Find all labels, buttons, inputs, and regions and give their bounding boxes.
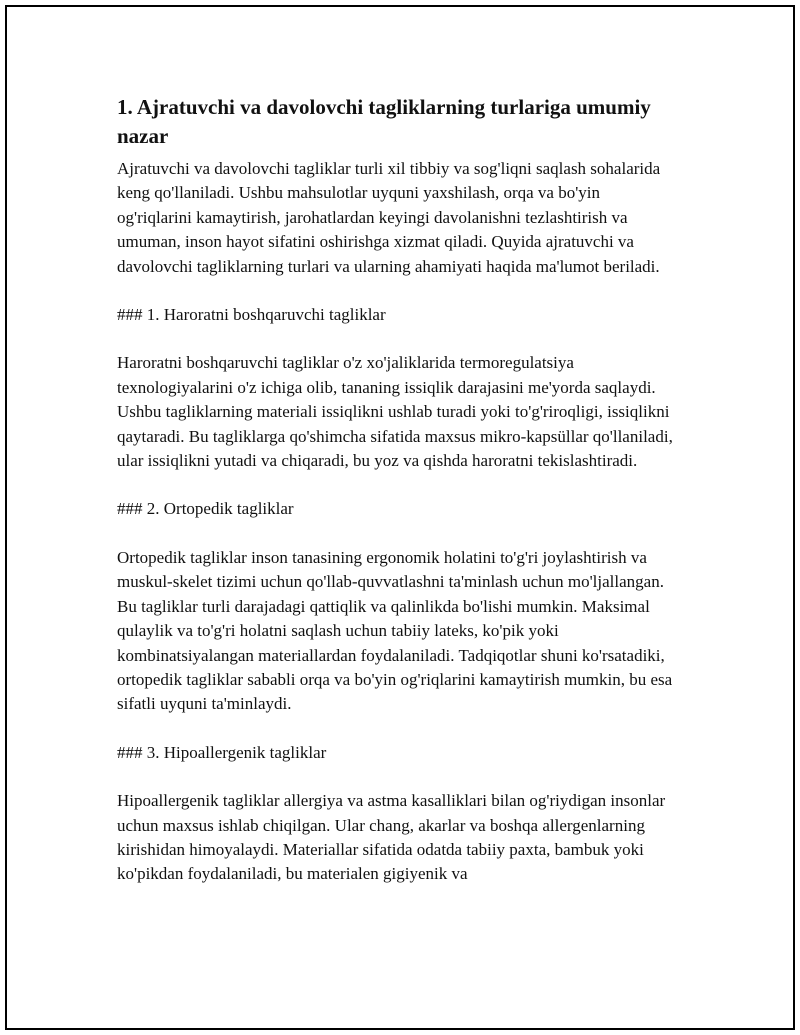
section-paragraph-3: Hipoallergenik tagliklar allergiya va astma kasalliklari bilan og'riydigan insonlar uchun maxsus ishlab chiqilgan. Ular chang, akarlar va boshqa allergenlarning kirishidan himoyalaydi. Materiallar sifatida odatda tabiiy paxta, bambuk yoki ko'pikdan foydalaniladi, bu materialen gigiyenik va xyxy=(117,791,666,884)
section-heading-1: ### 1. Haroratni boshqaruvchi tagliklar xyxy=(117,305,386,325)
document-body xyxy=(117,93,677,911)
section-heading-3: ### 3. Hipoallergenik tagliklar xyxy=(117,742,327,762)
section-paragraph-2: Ortopedik tagliklar inson tanasining ergonomik holatini to'g'ri joylashtirish va muskul-skelet tizimi uchun qo'llab-quvvatlashni ta'minlash uchun mo'ljallangan. Bu tagliklar turli darajadagi qattiqlik va qalinlikda bo'lishi mumkin. Maksimal qulaylik va to'g'ri holatni saqlash uchun tabiiy lateks, ko'pik yoki kombinatsiyalangan materiallardan foydalaniladi. Tadqiqotlar shuni ko'rsatadiki, ortopedik tagliklar sababli orqa va bo'yin og'riqlarini kamaytirish mumkin, bu esa sifatli uyquni ta'minlaydi. xyxy=(117,547,673,714)
intro-paragraph: Ajratuvchi va davolovchi tagliklar turli xil tibbiy va sog'liqni saqlash sohalarida keng qo'llaniladi. Ushbu mahsulotlar uyquni yaxshilash, orqa va bo'yin og'riqlarini kamaytirish, jarohatlardan keyingi davolanishni tezlashtirish va umuman, inson hayot sifatini oshirishga xizmat qiladi. Quyida ajratuvchi va davolovchi tagliklarning turlari va ularning ahamiyati haqida ma'lumot beriladi. xyxy=(117,159,661,276)
document-title: 1. Ajratuvchi va davolovchi tagliklarning turlariga umumiy nazar xyxy=(117,95,651,148)
section-paragraph-1: Haroratni boshqaruvchi tagliklar o'z xo'jaliklarida termoregulatsiya texnologiyalarini o'z ichiga olib, tananing issiqlik darajasini me'yorda saqlaydi. Ushbu tagliklarning materiali issiqlikni ushlab turadi yoki to'g'riroqligi, issiqlikni qaytaradi. Bu tagliklarga qo'shimcha sifatida maxsus mikro-kapsüllar qo'llaniladi, ular issiqlikni yutadi va chiqaradi, bu yoz va qishda haroratni tekislashtiradi. xyxy=(117,353,673,471)
section-heading-2: ### 2. Ortopedik tagliklar xyxy=(117,499,294,519)
